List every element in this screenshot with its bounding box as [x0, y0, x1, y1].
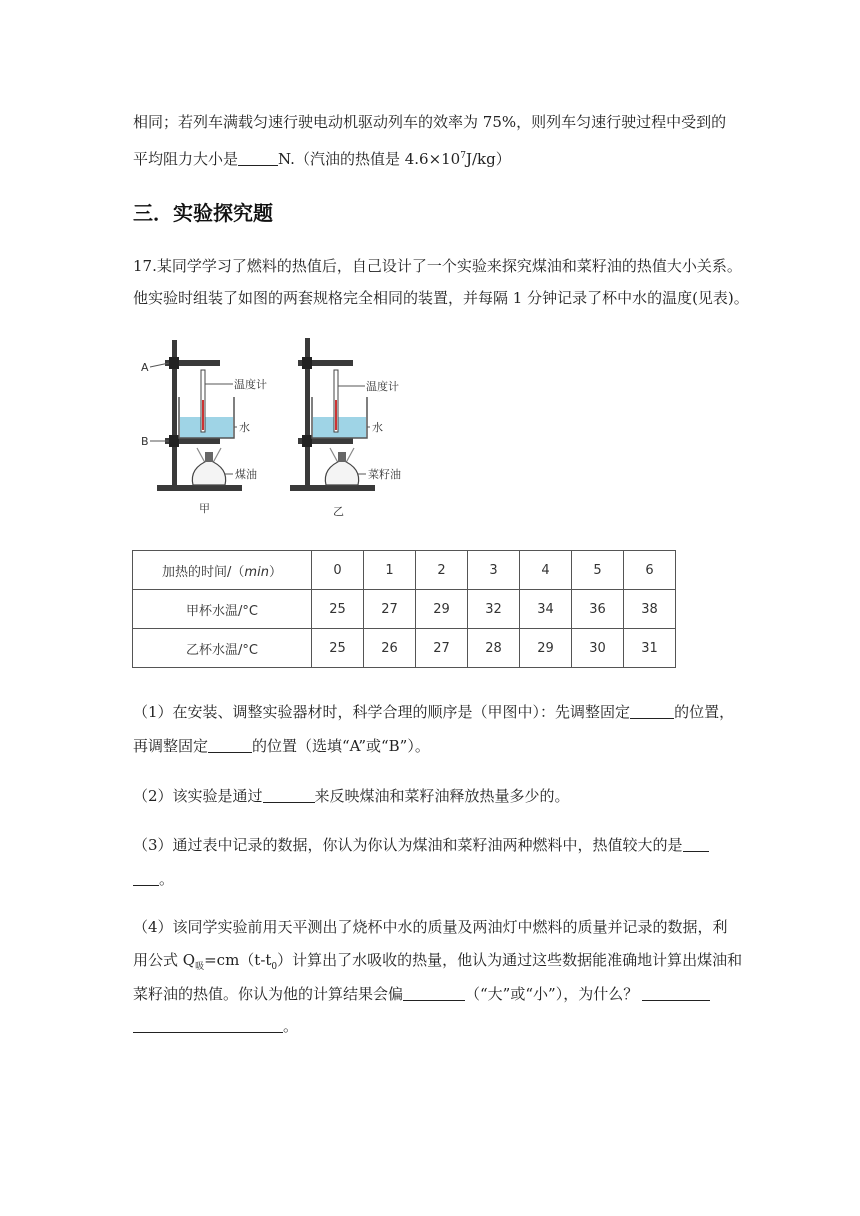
experiment-figure [135, 330, 425, 530]
table-row [133, 629, 676, 668]
table-cell: 3 [468, 551, 520, 590]
question-part-1: （1）在安装、调整实验器材时，科学合理的顺序是（甲图中）：先调整固定 的位置， [133, 703, 735, 721]
answer-blank[interactable] [642, 986, 710, 1001]
caption-jia: 甲 [199, 502, 210, 515]
answer-blank[interactable] [238, 151, 278, 166]
water-label: 水 [239, 421, 250, 434]
table-row-label: 甲杯水温/°C [133, 590, 312, 629]
text-line: 平均阻力大小是 N.（汽油的热值是 $4.6\times 10^7J/kg$） [133, 150, 511, 168]
table-cell: 5 [572, 551, 624, 590]
table-row-label: 乙杯水温/°C [133, 629, 312, 668]
table-cell: 38 [624, 590, 676, 629]
label-b: B [141, 435, 149, 448]
table-cell: 26 [364, 629, 416, 668]
section-title: 三．实验探究题 [133, 201, 273, 225]
table-cell: 4 [520, 551, 572, 590]
apparatus-right [290, 338, 375, 491]
answer-blank[interactable] [263, 788, 315, 803]
temperature-table [132, 550, 676, 668]
question-part-4: （4）该同学实验前用天平测出了烧杯中水的质量及两油灯中燃料的质量并记录的数据，利 [133, 918, 728, 936]
apparatus-left [150, 340, 242, 491]
answer-blank[interactable] [133, 871, 159, 886]
thermometer-label: 温度计 [234, 378, 267, 391]
table-cell: 6 [624, 551, 676, 590]
table-cell: 25 [312, 590, 364, 629]
answer-blank[interactable] [630, 704, 674, 719]
answer-blank[interactable] [683, 837, 709, 852]
answer-blank[interactable] [403, 986, 465, 1001]
table-row [133, 551, 676, 590]
table-cell: 34 [520, 590, 572, 629]
question-part-4: 用公式 $Q_吸=cm(t-t_0)$计算出了水吸收的热量，他认为通过这些数据能准确地计算出煤油和 [133, 951, 743, 972]
question-part-4: 菜籽油的热值。你认为他的计算结果会偏 （“大”或“小”），为什么？ [133, 984, 710, 1004]
table-cell: 36 [572, 590, 624, 629]
table-row [133, 590, 676, 629]
table-cell: 25 [312, 629, 364, 668]
table-cell: 28 [468, 629, 520, 668]
caption-yi: 乙 [333, 505, 344, 518]
table-cell: 29 [520, 629, 572, 668]
question-text: 他实验时组装了如图的两套规格完全相同的装置，并每隔 1 分钟记录了杯中水的温度(见表)。 [133, 289, 749, 307]
table-cell: 30 [572, 629, 624, 668]
table-cell: 27 [364, 590, 416, 629]
question-part-4: 。 [133, 1016, 298, 1036]
fuel-label-rapeseed-oil: 菜籽油 [368, 468, 401, 481]
text-line: 相同；若列车满载匀速行驶电动机驱动列车的效率为 75%，则列车匀速行驶过程中受到的 [133, 113, 727, 131]
answer-blank[interactable] [133, 1018, 283, 1033]
table-header-cell: 加热的时间/（min） [133, 551, 312, 590]
question-part-1: 再调整固定 的位置（选填“A”或“B”）。 [133, 737, 430, 755]
table-cell: 31 [624, 629, 676, 668]
table-cell: 27 [416, 629, 468, 668]
answer-blank[interactable] [208, 738, 252, 753]
question-text: 17.某同学学习了燃料的热值后，自己设计了一个实验来探究煤油和菜籽油的热值大小关系。 [133, 257, 742, 275]
label-a: A [141, 361, 149, 374]
question-part-3: （3）通过表中记录的数据，你认为你认为煤油和菜籽油两种燃料中，热值较大的是 [133, 835, 709, 855]
table-cell: 2 [416, 551, 468, 590]
fuel-label-kerosene: 煤油 [235, 468, 257, 481]
question-part-2: （2）该实验是通过 来反映煤油和菜籽油释放热量多少的。 [133, 787, 570, 805]
table-cell: 32 [468, 590, 520, 629]
table-cell: 29 [416, 590, 468, 629]
thermometer-label: 温度计 [366, 380, 399, 393]
question-part-3: 。 [133, 869, 174, 889]
table-cell: 0 [312, 551, 364, 590]
water-label: 水 [372, 421, 383, 434]
table-cell: 1 [364, 551, 416, 590]
